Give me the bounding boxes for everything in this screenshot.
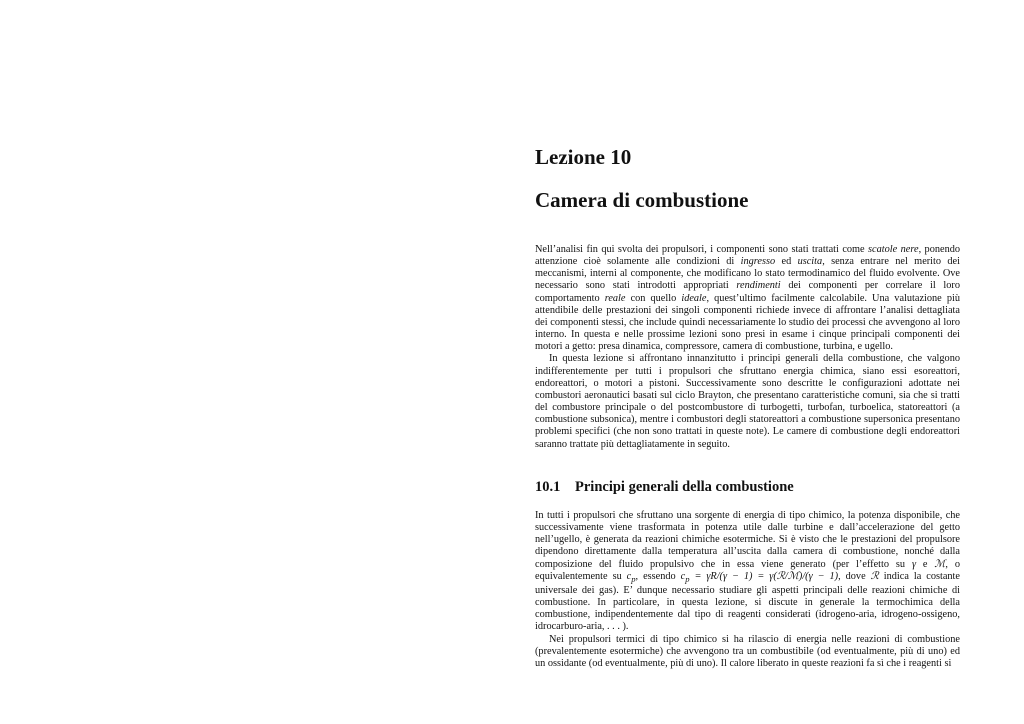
text-run: , dove [838, 570, 871, 582]
math-molar-mass: ℳ [934, 558, 946, 570]
text-run: dei componenti per correlare il loro comportamento [535, 280, 960, 304]
math-cp-subscript: p [685, 573, 690, 584]
math-cp-symbol: c [626, 570, 632, 582]
text-run: e [916, 558, 935, 570]
section-number: 10.1 [535, 479, 561, 495]
emphasis-scatole-nere: scatole nere [868, 244, 919, 255]
chapter-title: Camera di combustione [535, 188, 749, 212]
text-run: , quest’ultimo facilmente calcolabile. Una valutazione più attendibile delle prestazioni dei singoli componenti richiede invece di affrontare l’analisi dettagliata dei componenti stessi, che include quindi necessariamente lo studio dei processi che avvengono al loro interno. In questa e nelle prossime lezioni sono presi in esame i cinque principali componenti dei motori a getto: presa dinamica, compressore, camera di combustione, turbina, e ugello. [535, 292, 960, 353]
text-run: In tutti i propulsori che sfruttano una sorgente di energia di tipo chimico, la potenza disponibile, che successivamente viene trasformata in potenza utile dalle turbine e dall’accelerazione del getto nell’ugello, è generata da reazioni chimiche esotermiche. Si è visto che le prestazioni del propulsore dipendono direttamente dalla temperatura all’uscita dalla camera di combustione, nonché dalla composizione del fluido propulsivo che in essa viene generato (per l’effetto su [535, 510, 960, 570]
math-cp-symbol: c [680, 570, 686, 582]
intro-text [535, 244, 960, 451]
section-paragraph-1 [535, 510, 960, 634]
section-title: Principi generali della combustione [575, 479, 794, 495]
math-cp-expression: = γR/(γ − 1) = γ(ℛ/ℳ)/(γ − 1) [689, 570, 839, 582]
math-gas-constant: ℛ [870, 570, 879, 582]
section-text [535, 510, 960, 670]
math-cp-formula [681, 571, 838, 582]
math-cp [627, 571, 636, 582]
text-run: Nell’analisi fin qui svolta dei propulsori, i componenti sono stati trattati come [535, 244, 869, 255]
math-gamma: γ [911, 558, 917, 570]
text-run: ed [775, 256, 798, 268]
emphasis-ingresso: ingresso [740, 256, 776, 268]
section-heading [535, 479, 794, 496]
math-cp-subscript: p [631, 573, 636, 584]
intro-paragraph-2: In questa lezione si affrontano innanzitutto i principi generali della combustione, che valgono indifferentemente per tutti i propulsori che sfruttano energia chimica, siano essi esoreattori, endoreattori, o motori a pistoni. Successivamente sono descritte le configurazioni adottate nei combustori aeronautici basati sul ciclo Brayton, che presentano caratteristiche comuni, sia che si tratti del combustore principale o del postcombustore di turbogetti, turbofan, turboelica, statoreattori (a combustione subsonica), mentre i combustori degli statoreattori a combustione supersonica presentano problemi specifici (che non sono trattati in queste note). Le camere di combustione degli endoreattori saranno trattate più dettagliatamente in seguito. [535, 353, 960, 450]
text-run: , essendo [635, 570, 681, 582]
emphasis-ideale: ideale [681, 292, 707, 304]
intro-paragraph-1 [535, 244, 960, 353]
emphasis-rendimenti: rendimenti [736, 280, 781, 292]
text-run: indica la costante universale dei gas). E’ dunque necessario studiare gli aspetti principali delle reazioni chimiche di combustione. In particolare, in questa lezione, si discute in generale la termochimica della combustione, indipendentemente dal tipo di reagenti considerati (idrogeno-aria, idrogeno-ossigeno, idrocarburo-aria, . . . ). [535, 570, 960, 633]
text-run: con quello [625, 292, 682, 304]
section-paragraph-2: Nei propulsori termici di tipo chimico si ha rilascio di energia nelle reazioni di combustione (prevalentemente esotermiche) che avvengono tra un combustibile (od eventualmente, più di uno) ed un ossidante (od eventualmente, più di uno). Il calore liberato in queste reazioni fa sì che i reagenti si [535, 633, 960, 669]
emphasis-uscita: uscita [797, 256, 823, 268]
emphasis-reale: reale [604, 292, 626, 304]
text-run: , ponendo attenzione cioè solamente alle condizioni di [535, 244, 961, 268]
text-run: , senza entrare nel merito dei meccanismi, interni al componente, che modificano lo stato termodinamico del fluido evolvente. Ove necessario sono stati introdotti appropriati [535, 256, 960, 292]
chapter-label: Lezione 10 [535, 145, 632, 169]
text-run: , o equivalentemente su [535, 558, 960, 582]
